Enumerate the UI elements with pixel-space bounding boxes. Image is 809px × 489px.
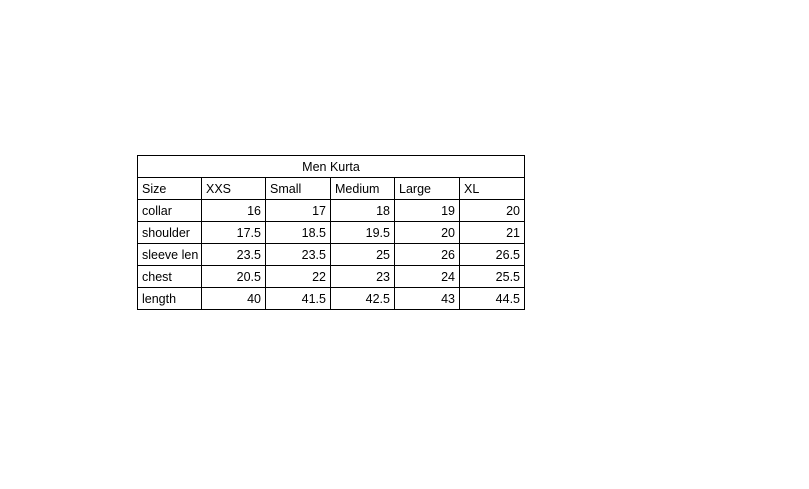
size-chart-table — [137, 155, 525, 310]
table-row — [138, 222, 525, 244]
cell-value: 43 — [395, 288, 460, 310]
cell-value: 20.5 — [202, 266, 266, 288]
cell-value: 19 — [395, 200, 460, 222]
cell-value: 44.5 — [460, 288, 525, 310]
column-header-xl: XL — [460, 178, 525, 200]
cell-value: 18.5 — [266, 222, 331, 244]
column-header-size: Size — [138, 178, 202, 200]
cell-value: 40 — [202, 288, 266, 310]
cell-value: 23 — [331, 266, 395, 288]
row-label: length — [138, 288, 202, 310]
row-label: sleeve len — [138, 244, 202, 266]
cell-value: 17.5 — [202, 222, 266, 244]
cell-value: 42.5 — [331, 288, 395, 310]
column-header-small: Small — [266, 178, 331, 200]
table-row — [138, 244, 525, 266]
column-header-medium: Medium — [331, 178, 395, 200]
row-label: collar — [138, 200, 202, 222]
cell-value: 18 — [331, 200, 395, 222]
cell-value: 23.5 — [266, 244, 331, 266]
column-header-xxs: XXS — [202, 178, 266, 200]
table-header-row — [138, 178, 525, 200]
cell-value: 16 — [202, 200, 266, 222]
cell-value: 23.5 — [202, 244, 266, 266]
table-row — [138, 266, 525, 288]
cell-value: 26.5 — [460, 244, 525, 266]
cell-value: 17 — [266, 200, 331, 222]
cell-value: 22 — [266, 266, 331, 288]
row-label: chest — [138, 266, 202, 288]
table-title: Men Kurta — [138, 156, 525, 178]
cell-value: 41.5 — [266, 288, 331, 310]
table-row — [138, 200, 525, 222]
table-title-row — [138, 156, 525, 178]
column-header-large: Large — [395, 178, 460, 200]
cell-value: 19.5 — [331, 222, 395, 244]
table-row — [138, 288, 525, 310]
cell-value: 25 — [331, 244, 395, 266]
cell-value: 24 — [395, 266, 460, 288]
cell-value: 21 — [460, 222, 525, 244]
cell-value: 20 — [460, 200, 525, 222]
spreadsheet-area — [137, 155, 524, 310]
row-label: shoulder — [138, 222, 202, 244]
cell-value: 26 — [395, 244, 460, 266]
cell-value: 20 — [395, 222, 460, 244]
cell-value: 25.5 — [460, 266, 525, 288]
